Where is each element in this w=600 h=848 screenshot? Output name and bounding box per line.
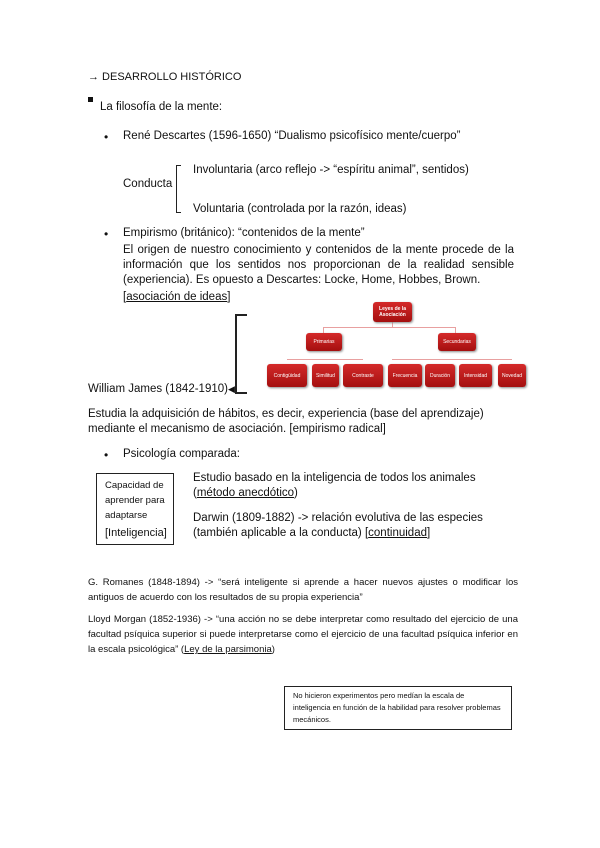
diagram-node-primarias: Primarias — [306, 333, 342, 351]
parsimonia-link[interactable]: Ley de la parsimonia — [184, 644, 272, 655]
diagram-node: Intensidad — [459, 364, 492, 387]
section-title: La filosofía de la mente: — [100, 101, 223, 113]
arrow-head-icon: ◀ — [228, 384, 235, 394]
arrow-connector — [235, 314, 247, 394]
voluntaria-text: Voluntaria (controlada por la razón, ideas) — [193, 203, 407, 215]
james-label: William James (1842-1910) — [88, 383, 228, 395]
morgan-text: Lloyd Morgan (1852-1936) -> “una acción no se debe interpretar como resultado del ejercicio de una facultad psíquica superior si puede interpretarse como el ejercicio de una facultad psíquica inferior en la escala psicológica” ( — [88, 614, 518, 655]
romanes-text: G. Romanes (1848-1894) -> “será inteligente si aprende a hacer nuevos ajustes o modificar los antiguos de acuerdo con los resultados de su propia experiencia” — [88, 577, 518, 603]
bullet-icon: • — [104, 130, 109, 144]
comparada-title: Psicología comparada: — [123, 448, 240, 460]
estudio-text: Estudio basado en la inteligencia de todos los animales ( — [193, 472, 476, 499]
inteligencia-tag: [Inteligencia] — [105, 527, 167, 539]
darwin-text: Darwin (1809-1882) -> relación evolutiva de las especies (también aplicable a la conducta) [ — [193, 512, 483, 539]
involuntaria-text: Involuntaria (arco reflejo -> “espíritu animal”, sentidos) — [193, 164, 469, 176]
empirismo-title: Empirismo (británico): “contenidos de la mente” — [123, 227, 365, 239]
diagram-node: Contigüidad — [267, 364, 307, 387]
diagram-node: Duración — [425, 364, 455, 387]
asociacion-link[interactable]: [asociación de ideas] — [123, 291, 231, 303]
link-text[interactable]: asociación de ideas — [126, 291, 228, 303]
diagram-node: Novedad — [498, 364, 526, 387]
james-text: Estudia la adquisición de hábitos, es decir, experiencia (base del aprendizaje) mediante el mecanismo de asociación. — [88, 408, 484, 435]
note-box: No hicieron experimentos pero medían la escala de inteligencia en función de la habilidad para resolver problemas mecánicos. — [284, 686, 512, 730]
heading: → DESARROLLO HISTÓRICO — [88, 71, 242, 83]
diagram-node: Frecuencia — [388, 364, 422, 387]
descartes-line: René Descartes (1596-1650) “Dualismo psicofísico mente/cuerpo” — [123, 130, 461, 142]
paren: ) — [271, 644, 275, 655]
metodo-anecdotico-link[interactable]: método anecdótico — [196, 487, 295, 499]
conducta-label: Conducta — [123, 178, 173, 190]
bullet-icon: • — [104, 227, 109, 241]
brace — [176, 165, 181, 213]
capacidad-text: Capacidad de aprender para adaptarse — [105, 480, 165, 521]
james-tag: [empirismo radical] — [289, 423, 386, 435]
diagram-node-secundarias: Secundarias — [438, 333, 476, 351]
diagram-node: Contraste — [343, 364, 383, 387]
diagram-node: Similitud — [312, 364, 339, 387]
capacidad-box — [96, 473, 174, 545]
diagram-root-node: Leyes de la Asociación — [373, 302, 412, 322]
continuidad-link[interactable]: continuidad — [368, 527, 427, 539]
bracket: ] — [426, 527, 431, 539]
square-bullet-icon — [88, 97, 93, 102]
paren: ) — [294, 487, 298, 499]
empirismo-text: El origen de nuestro conocimiento y contenidos de la mente procede de la información que los sentidos nos proporcionan de la realidad sensible (experiencia). Es opuesto a Descartes: Locke, Home, Hobbes, Brown. — [123, 244, 514, 286]
bullet-icon: • — [104, 448, 109, 462]
